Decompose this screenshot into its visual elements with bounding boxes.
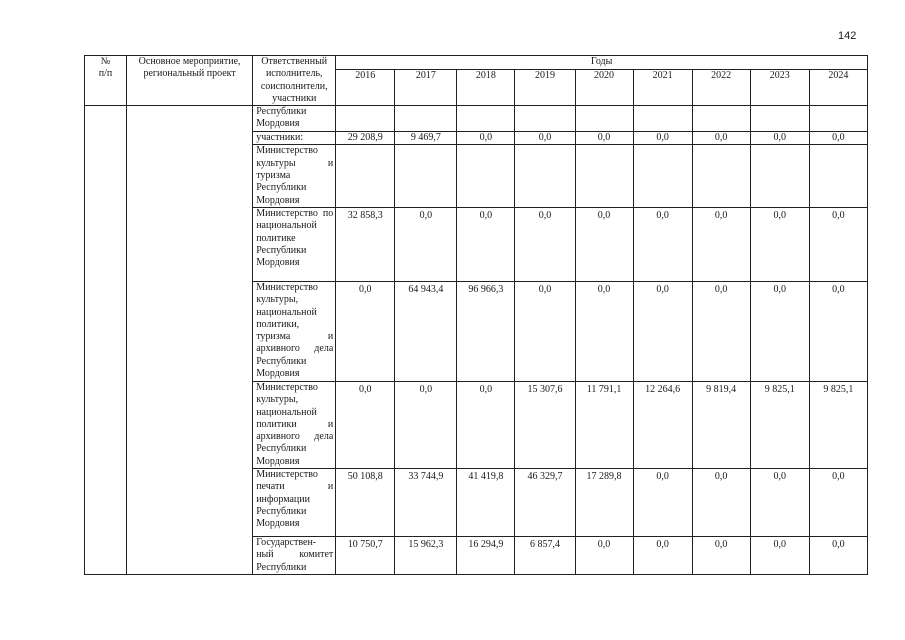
value-cell xyxy=(336,145,395,207)
value-cell: 0,0 xyxy=(515,281,575,381)
header-activity: Основное мероприятие, региональный проект xyxy=(127,56,253,106)
value-cell: 6 857,4 xyxy=(515,537,575,575)
value-cell: 9 825,1 xyxy=(809,381,867,468)
value-cell: 9 825,1 xyxy=(750,381,809,468)
value-cell: 41 419,8 xyxy=(457,469,515,537)
table-row xyxy=(85,106,868,132)
value-cell xyxy=(750,106,809,132)
value-cell: 0,0 xyxy=(809,281,867,381)
value-cell xyxy=(692,106,750,132)
value-cell: 0,0 xyxy=(692,207,750,281)
header-row-top xyxy=(85,56,868,70)
value-cell: 0,0 xyxy=(457,381,515,468)
value-cell xyxy=(515,145,575,207)
value-cell: 0,0 xyxy=(692,281,750,381)
value-cell: 0,0 xyxy=(395,207,457,281)
executor-cell: Министерство культуры и туризма Республики Мордовия xyxy=(253,145,336,207)
value-cell xyxy=(809,145,867,207)
executor-cell: Министерство культуры, национальной политики и архивного дела Республики Мордовия xyxy=(253,381,336,468)
executor-cell: Республики Мордовия xyxy=(253,106,336,132)
executor-cell: участники: xyxy=(253,132,336,145)
value-cell xyxy=(515,106,575,132)
value-cell xyxy=(457,145,515,207)
header-year: 2024 xyxy=(809,69,867,105)
value-cell xyxy=(692,145,750,207)
value-cell xyxy=(809,106,867,132)
value-cell: 0,0 xyxy=(575,132,633,145)
value-cell: 0,0 xyxy=(633,207,692,281)
value-cell: 0,0 xyxy=(809,469,867,537)
value-cell xyxy=(336,106,395,132)
value-cell: 0,0 xyxy=(633,537,692,575)
executor-cell: Министерство культуры, национальной политики, туризма и архивного дела Республики Мордовия xyxy=(253,281,336,381)
budget-table xyxy=(84,55,868,575)
value-cell: 46 329,7 xyxy=(515,469,575,537)
header-year: 2017 xyxy=(395,69,457,105)
header-year: 2021 xyxy=(633,69,692,105)
value-cell: 0,0 xyxy=(692,537,750,575)
value-cell: 0,0 xyxy=(457,207,515,281)
value-cell: 0,0 xyxy=(809,132,867,145)
value-cell xyxy=(457,106,515,132)
header-year: 2018 xyxy=(457,69,515,105)
value-cell: 11 791,1 xyxy=(575,381,633,468)
value-cell: 0,0 xyxy=(750,469,809,537)
value-cell xyxy=(633,145,692,207)
value-cell: 0,0 xyxy=(515,132,575,145)
value-cell: 0,0 xyxy=(336,381,395,468)
value-cell: 29 208,9 xyxy=(336,132,395,145)
value-cell: 12 264,6 xyxy=(633,381,692,468)
executor-cell: Государствен-ный комитет Республики xyxy=(253,537,336,575)
value-cell: 33 744,9 xyxy=(395,469,457,537)
value-cell: 9 819,4 xyxy=(692,381,750,468)
header-num: № п/п xyxy=(85,56,127,106)
value-cell: 0,0 xyxy=(750,537,809,575)
header-executor: Ответственный исполнитель, соисполнители, участники xyxy=(253,56,336,106)
value-cell: 0,0 xyxy=(395,381,457,468)
value-cell xyxy=(575,106,633,132)
value-cell: 50 108,8 xyxy=(336,469,395,537)
value-cell xyxy=(395,106,457,132)
value-cell: 0,0 xyxy=(457,132,515,145)
header-year: 2023 xyxy=(750,69,809,105)
value-cell: 0,0 xyxy=(336,281,395,381)
value-cell: 15 962,3 xyxy=(395,537,457,575)
value-cell xyxy=(395,145,457,207)
value-cell: 15 307,6 xyxy=(515,381,575,468)
value-cell xyxy=(575,145,633,207)
num-cell xyxy=(85,106,127,575)
value-cell: 0,0 xyxy=(692,132,750,145)
header-year: 2022 xyxy=(692,69,750,105)
value-cell: 0,0 xyxy=(575,281,633,381)
executor-cell: Министерство печати и информации Республики Мордовия xyxy=(253,469,336,537)
value-cell: 16 294,9 xyxy=(457,537,515,575)
value-cell: 0,0 xyxy=(515,207,575,281)
value-cell xyxy=(633,106,692,132)
value-cell: 0,0 xyxy=(575,207,633,281)
header-year: 2016 xyxy=(336,69,395,105)
header-year: 2020 xyxy=(575,69,633,105)
value-cell: 0,0 xyxy=(692,469,750,537)
header-years-group: Годы xyxy=(336,56,868,70)
value-cell: 0,0 xyxy=(809,537,867,575)
value-cell: 96 966,3 xyxy=(457,281,515,381)
value-cell: 0,0 xyxy=(575,537,633,575)
value-cell: 0,0 xyxy=(633,132,692,145)
value-cell: 0,0 xyxy=(633,281,692,381)
header-year: 2019 xyxy=(515,69,575,105)
value-cell: 0,0 xyxy=(750,281,809,381)
value-cell: 17 289,8 xyxy=(575,469,633,537)
value-cell xyxy=(750,145,809,207)
value-cell: 0,0 xyxy=(809,207,867,281)
value-cell: 9 469,7 xyxy=(395,132,457,145)
value-cell: 0,0 xyxy=(750,132,809,145)
value-cell: 32 858,3 xyxy=(336,207,395,281)
value-cell: 0,0 xyxy=(750,207,809,281)
activity-cell xyxy=(127,106,253,575)
page-number: 142 xyxy=(838,30,857,42)
value-cell: 64 943,4 xyxy=(395,281,457,381)
value-cell: 0,0 xyxy=(633,469,692,537)
value-cell: 10 750,7 xyxy=(336,537,395,575)
executor-cell: Министерство по национальной политике Республики Мордовия xyxy=(253,207,336,281)
